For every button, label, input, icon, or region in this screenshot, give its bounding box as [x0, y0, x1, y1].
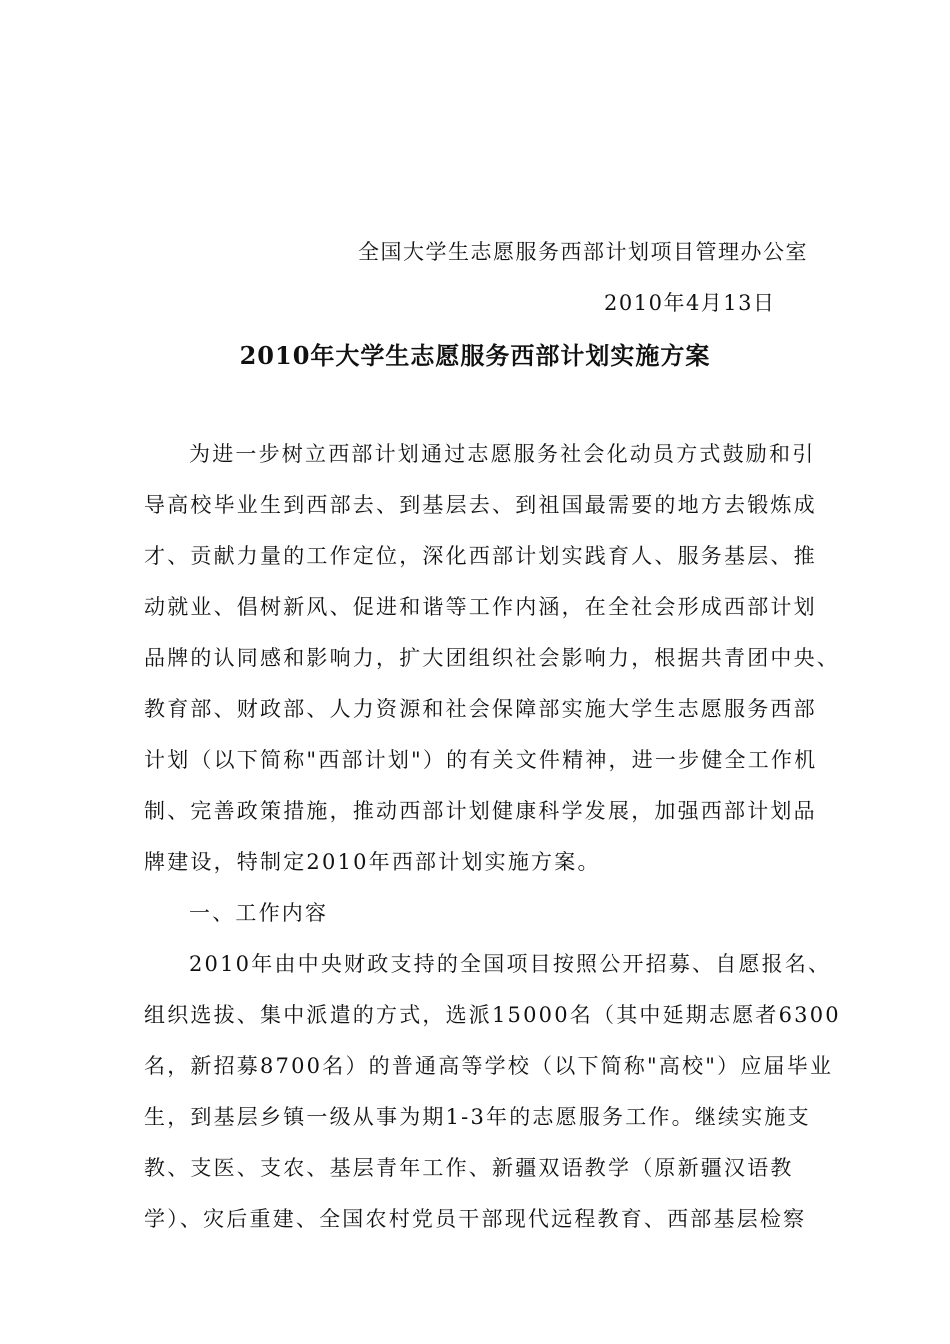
body-line: 制、完善政策措施，推动西部计划健康科学发展，加强西部计划品: [144, 799, 817, 823]
body-line: 教育部、财政部、人力资源和社会保障部实施大学生志愿服务西部: [144, 697, 817, 721]
body-line: 才、贡献力量的工作定位，深化西部计划实践育人、服务基层、推: [144, 544, 817, 568]
body-line: 名，新招募8700名）的普通高等学校（以下简称"高校"）应届毕业: [144, 1054, 834, 1078]
body-line: 动就业、倡树新风、促进和谐等工作内涵，在全社会形成西部计划: [144, 595, 817, 619]
body-line: 为进一步树立西部计划通过志愿服务社会化动员方式鼓励和引: [189, 442, 816, 466]
body-line: 导高校毕业生到西部去、到基层去、到祖国最需要的地方去锻炼成: [144, 493, 817, 517]
body-line: 生，到基层乡镇一级从事为期1-3年的志愿服务工作。继续实施支: [144, 1105, 811, 1129]
issuer-line: 全国大学生志愿服务西部计划项目管理办公室: [358, 240, 808, 264]
body-line: 学）、灾后重建、全国农村党员干部现代远程教育、西部基层检察: [144, 1207, 807, 1231]
date-line: 2010年4月13日: [604, 291, 776, 315]
body-line: 品牌的认同感和影响力，扩大团组织社会影响力，根据共青团中央、: [144, 646, 840, 670]
body-line: 教、支医、支农、基层青年工作、新疆双语教学（原新疆汉语教: [144, 1156, 794, 1180]
body-line: 2010年由中央财政支持的全国项目按照公开招募、自愿报名、: [189, 952, 832, 976]
body-line: 组织选拔、集中派遣的方式，选派15000名（其中延期志愿者6300: [144, 1003, 841, 1027]
section-heading: 一、工作内容: [189, 901, 329, 925]
document-title: 2010年大学生志愿服务西部计划实施方案: [239, 341, 711, 370]
body-line: 牌建设，特制定2010年西部计划实施方案。: [144, 850, 601, 874]
body-line: 计划（以下简称"西部计划"）的有关文件精神，进一步健全工作机: [144, 748, 818, 772]
